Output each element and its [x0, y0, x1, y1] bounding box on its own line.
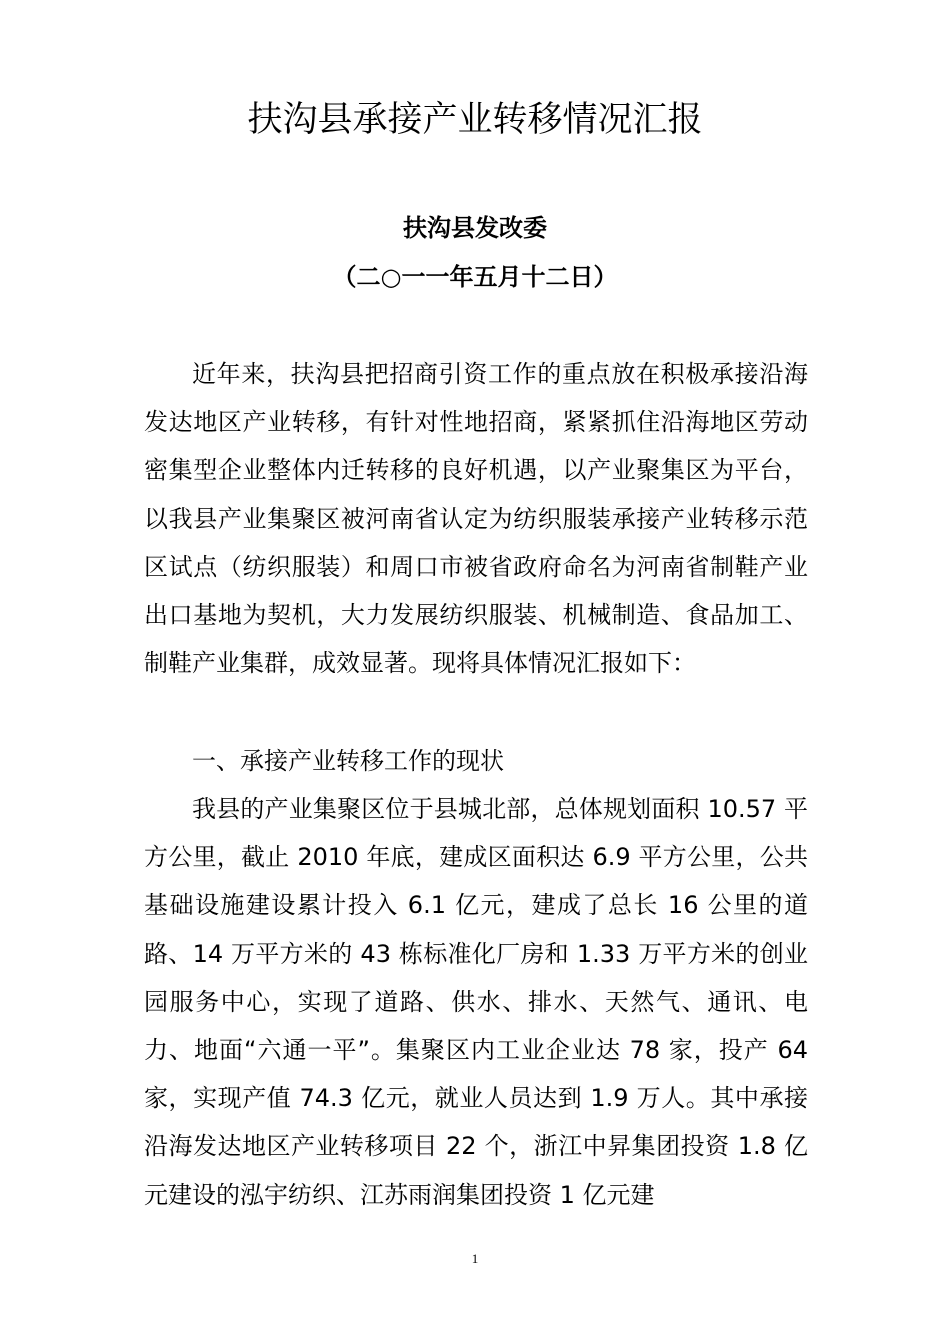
document-title: 扶沟县承接产业转移情况汇报: [247, 100, 703, 140]
section-heading: 一、承接产业转移工作的现状: [192, 747, 504, 775]
section-paragraph: 我县的产业集聚区位于县城北部，总体规划面积 10.57 平方公里，截止 2010 年底，建成区面积达 6.9 平方公里，公共基础设施建设累计投入 6.1 亿元，建成了总长 16 公里的道路、14 万平方米的 43 栋标准化厂房和 1.33 万平方米的创业园服务中心，实现了道路、供水、排水、天然气、通讯、电力、地面“六通一平”。集聚区内工业企业达 78 家，投产 64 家，实现产值 74.3 亿元，就业人员达到 1.9 万人。其中承接沿海发达地区产业转移项目 22 个，浙江中昇集团投资 1.8 亿元建设的泓宇纺织、江苏雨润集团投资 1 亿元建: [144, 795, 808, 1209]
document-date: （二○一一年五月十二日）: [332, 263, 618, 291]
intro-paragraph: 近年来，扶沟县把招商引资工作的重点放在积极承接沿海发达地区产业转移，有针对性地招商，紧紧抓住沿海地区劳动密集型企业整体内迁转移的良好机遇，以产业聚集区为平台，以我县产业集聚区被河南省认定为纺织服装承接产业转移示范区试点（纺织服装）和周口市被省政府命名为河南省制鞋产业出口基地为契机，大力发展纺织服装、机械制造、食品加工、制鞋产业集群，成效显著。现将具体情况汇报如下：: [144, 360, 808, 678]
issuing-organization: 扶沟县发改委: [403, 214, 547, 242]
page-number: 1: [471, 1251, 479, 1266]
